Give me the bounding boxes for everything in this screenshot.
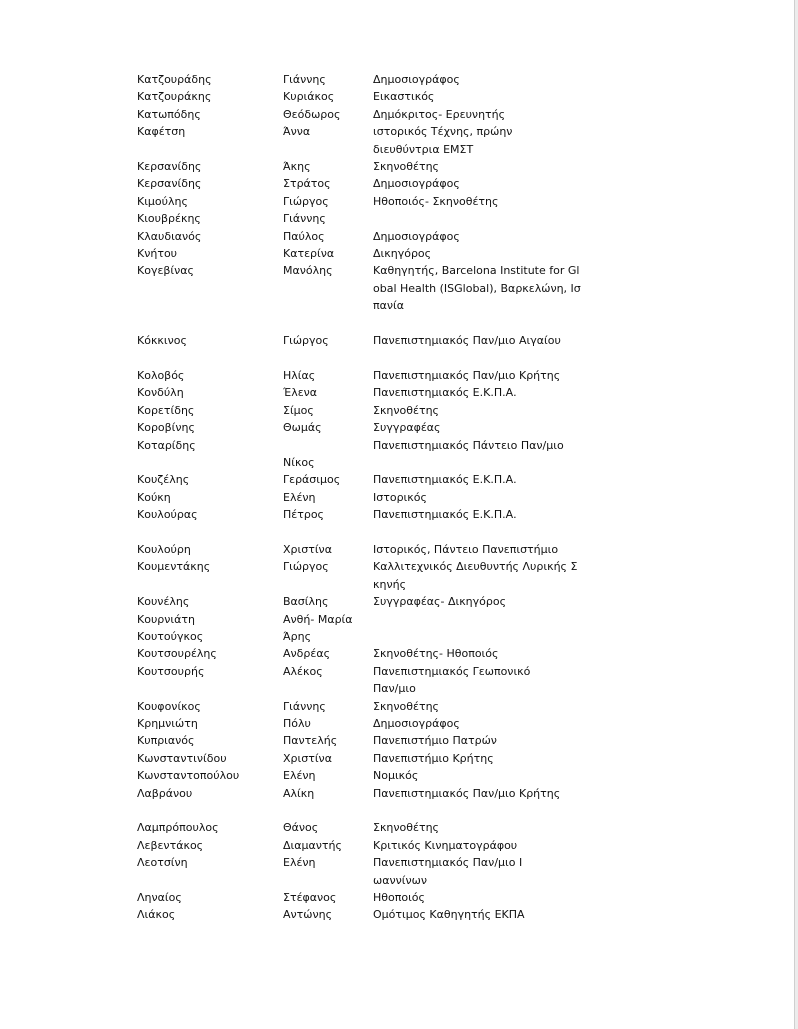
list-row bbox=[137, 628, 597, 645]
occupation: Πανεπιστημιακός Παν/μιο Κρήτης bbox=[373, 786, 561, 800]
surname: Λαμπρόπουλος bbox=[137, 821, 219, 835]
surname: Κουλούρη bbox=[137, 542, 191, 556]
list-row bbox=[137, 471, 597, 488]
surname: Ληναίος bbox=[137, 891, 182, 905]
occupation: Πανεπιστήμιο Κρήτης bbox=[373, 751, 494, 765]
surname: Λιάκος bbox=[137, 908, 176, 922]
surname: Κερσανίδης bbox=[137, 160, 202, 174]
surname: Κνήτου bbox=[137, 247, 178, 261]
first-name: Θάνος bbox=[283, 821, 319, 835]
first-name: Αντώνης bbox=[283, 908, 333, 922]
list-row bbox=[137, 158, 597, 175]
occupation: Σκηνοθέτης bbox=[373, 699, 440, 713]
surname: Κυπριανός bbox=[137, 734, 195, 748]
occupation: Πανεπιστημιακός Ε.Κ.Π.Α. bbox=[373, 508, 517, 522]
occupation: Σκηνοθέτης bbox=[373, 403, 440, 417]
surname: Κρημνιώτη bbox=[137, 716, 198, 730]
surname: Κολοβός bbox=[137, 368, 185, 382]
first-name: Ελένη bbox=[283, 769, 316, 783]
surname: Κλαυδιανός bbox=[137, 229, 202, 243]
list-row bbox=[137, 71, 597, 88]
occupation: Πανεπιστημιακός Πάντειο Παν/μιο bbox=[373, 438, 564, 452]
surname: Κουνέλης bbox=[137, 595, 190, 609]
occupation: Σκηνοθέτης bbox=[373, 160, 440, 174]
first-name: Νίκος bbox=[283, 455, 315, 469]
occupation: Κριτικός Κινηματογράφου bbox=[373, 838, 518, 852]
list-row bbox=[137, 437, 597, 472]
surname: Κουλούρας bbox=[137, 508, 198, 522]
list-row bbox=[137, 698, 597, 715]
occupation: Δημοσιογράφος bbox=[373, 716, 460, 730]
list-row bbox=[137, 402, 597, 419]
list-row bbox=[137, 785, 597, 802]
occupation: Πανεπιστημιακός Ε.Κ.Π.Α. bbox=[373, 386, 517, 400]
surname: Λεβεντάκος bbox=[137, 838, 204, 852]
surname: Κουτσουρέλης bbox=[137, 647, 217, 661]
first-name: Γιώργος bbox=[283, 334, 329, 348]
surname: Κουφονίκος bbox=[137, 699, 201, 713]
list-row bbox=[137, 541, 597, 558]
first-name: Πέτρος bbox=[283, 508, 325, 522]
surname: Κατζουράδης bbox=[137, 73, 212, 86]
first-name: Γιώργος bbox=[283, 194, 329, 208]
occupation: Εικαστικός bbox=[373, 90, 435, 104]
surname: Κερσανίδης bbox=[137, 177, 202, 191]
list-row bbox=[137, 715, 597, 732]
surname: Κουτσουρής bbox=[137, 664, 205, 678]
surname: Κουζέλης bbox=[137, 473, 190, 487]
first-name: Αλίκη bbox=[283, 786, 315, 800]
first-name: Σίμος bbox=[283, 403, 314, 417]
surname: Καφέτση bbox=[137, 125, 186, 139]
list-row bbox=[137, 489, 597, 506]
list-row bbox=[137, 419, 597, 436]
surname: Κονδύλη bbox=[137, 386, 184, 400]
occupation: Ιστορικός bbox=[373, 490, 427, 504]
list-row bbox=[137, 228, 597, 245]
first-name: Θωμάς bbox=[283, 421, 322, 435]
surname: Κουρνιάτη bbox=[137, 612, 196, 626]
list-row bbox=[137, 593, 597, 610]
first-name: Βασίλης bbox=[283, 595, 329, 609]
occupation: Δημοσιογράφος bbox=[373, 177, 460, 191]
list-row bbox=[137, 611, 597, 628]
occupation: Πανεπιστημιακός Παν/μιο Ιωαννίνων bbox=[373, 856, 523, 887]
first-name: Στράτος bbox=[283, 177, 331, 191]
occupation: Συγγραφέας- Δικηγόρος bbox=[373, 595, 507, 609]
first-name: Γιάννης bbox=[283, 73, 326, 86]
first-name: Χριστίνα bbox=[283, 751, 332, 765]
surname: Λαβράνου bbox=[137, 786, 193, 800]
first-name: Στέφανος bbox=[283, 891, 337, 905]
first-name: Γιώργος bbox=[283, 560, 329, 574]
first-name: Παντελής bbox=[283, 734, 338, 748]
surname: Κογεβίνας bbox=[137, 264, 194, 278]
first-name: Ελένη bbox=[283, 490, 316, 504]
surname: Κουτούγκος bbox=[137, 629, 204, 643]
list-row bbox=[137, 88, 597, 105]
first-name: Άρης bbox=[283, 629, 312, 643]
list-row bbox=[137, 889, 597, 906]
list-row bbox=[137, 332, 597, 349]
occupation: Καθηγητής, Barcelona Institute for Global Health (ISGlobal), Βαρκελώνη, Ισπανία bbox=[373, 264, 581, 313]
list-row bbox=[137, 367, 597, 384]
first-name: Ανδρέας bbox=[283, 647, 331, 661]
surname: Κιμούλης bbox=[137, 194, 188, 208]
occupation: Δικηγόρος bbox=[373, 247, 432, 261]
occupation: Νομικός bbox=[373, 769, 419, 783]
list-row bbox=[137, 645, 597, 662]
occupation: ιστορικός Τέχνης, πρώην διευθύντρια ΕΜΣΤ bbox=[373, 125, 513, 156]
occupation: Πανεπιστημιακός Παν/μιο Κρήτης bbox=[373, 368, 561, 382]
list-row bbox=[137, 175, 597, 192]
occupation: Πανεπιστημιακός Γεωπονικό Παν/μιο bbox=[373, 664, 531, 696]
surname: Κορετίδης bbox=[137, 403, 195, 417]
first-name: Παύλος bbox=[283, 229, 325, 243]
list-row bbox=[137, 663, 597, 698]
first-name: Διαμαντής bbox=[283, 838, 342, 852]
occupation: Δημόκριτος- Ερευνητής bbox=[373, 107, 506, 121]
first-name: Πόλυ bbox=[283, 716, 311, 730]
surname: Κωνσταντινίδου bbox=[137, 751, 227, 765]
occupation: Δημοσιογράφος bbox=[373, 229, 460, 243]
surname: Κατωπόδης bbox=[137, 107, 201, 121]
first-name: Έλενα bbox=[283, 386, 318, 400]
list-row bbox=[137, 819, 597, 836]
list-row bbox=[137, 210, 597, 227]
surname: Κουμεντάκης bbox=[137, 560, 211, 574]
surname: Κόκκινος bbox=[137, 334, 187, 348]
first-name: Γιάννης bbox=[283, 212, 326, 226]
surname: Κοροβίνης bbox=[137, 421, 195, 435]
first-name: Ηλίας bbox=[283, 368, 316, 382]
list-row bbox=[137, 245, 597, 262]
list-row bbox=[137, 123, 597, 158]
surname: Κωνσταντοπούλου bbox=[137, 769, 240, 783]
list-row bbox=[137, 193, 597, 210]
list-row bbox=[137, 837, 597, 854]
occupation: Ηθοποιός bbox=[373, 891, 425, 905]
occupation: Σκηνοθέτης bbox=[373, 821, 440, 835]
list-row bbox=[137, 384, 597, 401]
first-name: Κυριάκος bbox=[283, 90, 335, 104]
surname: Κιουβρέκης bbox=[137, 212, 201, 226]
surname: Λεοτσίνη bbox=[137, 856, 188, 870]
list-row bbox=[137, 106, 597, 123]
occupation: Πανεπιστημιακός Ε.Κ.Π.Α. bbox=[373, 473, 517, 487]
first-name: Γεράσιμος bbox=[283, 473, 341, 487]
occupation: Ομότιμος Καθηγητής ΕΚΠΑ bbox=[373, 908, 525, 922]
occupation: Συγγραφέας bbox=[373, 421, 441, 435]
first-name: Άκης bbox=[283, 160, 311, 174]
surname: Κοταρίδης bbox=[137, 438, 196, 452]
occupation: Σκηνοθέτης- Ηθοποιός bbox=[373, 647, 499, 661]
surname: Κατζουράκης bbox=[137, 90, 212, 104]
occupation: Ιστορικός, Πάντειο Πανεπιστήμιο bbox=[373, 542, 559, 556]
signatories-list bbox=[137, 71, 597, 924]
first-name: Ελένη bbox=[283, 856, 316, 870]
list-row bbox=[137, 767, 597, 784]
first-name: Αλέκος bbox=[283, 664, 323, 678]
list-row bbox=[137, 506, 597, 523]
first-name: Ανθή- Μαρία bbox=[283, 612, 353, 626]
first-name: Γιάννης bbox=[283, 699, 326, 713]
first-name: Κατερίνα bbox=[283, 247, 335, 261]
first-name: Θεόδωρος bbox=[283, 107, 341, 121]
list-row bbox=[137, 750, 597, 767]
occupation: Καλλιτεχνικός Διευθυντής Λυρικής Σκηνής bbox=[373, 560, 578, 591]
surname: Κούκη bbox=[137, 490, 171, 504]
list-row bbox=[137, 558, 597, 593]
occupation: Δημοσιογράφος bbox=[373, 73, 460, 86]
list-row bbox=[137, 262, 597, 314]
first-name: Άννα bbox=[283, 125, 311, 139]
list-row bbox=[137, 854, 597, 889]
first-name: Μανόλης bbox=[283, 264, 333, 278]
list-row bbox=[137, 906, 597, 923]
first-name: Χριστίνα bbox=[283, 542, 332, 556]
list-row bbox=[137, 732, 597, 749]
occupation: Πανεπιστημιακός Παν/μιο Αιγαίου bbox=[373, 334, 561, 348]
occupation: Ηθοποιός- Σκηνοθέτης bbox=[373, 194, 499, 208]
occupation: Πανεπιστήμιο Πατρών bbox=[373, 734, 497, 748]
